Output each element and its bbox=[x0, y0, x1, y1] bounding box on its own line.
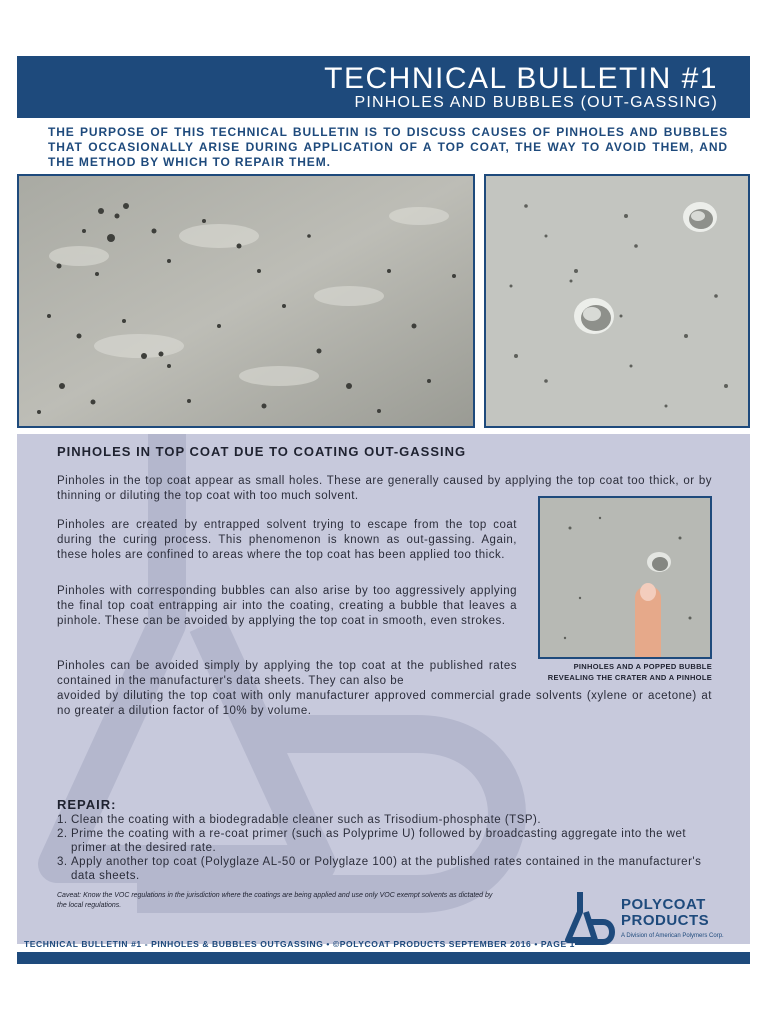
brand-tagline: A Division of American Polymers Corp. bbox=[621, 933, 724, 939]
paragraph-1: Pinholes in the top coat appear as small holes. These are generally caused by applying the top coat too thick, or by thinning or diluting the top coat with too much solvent. bbox=[57, 475, 712, 502]
caveat-note: Caveat: Know the VOC regulations in the jurisdiction where the coatings are being applied and use only VOC exempt solvents as dictated by the local regulations. bbox=[57, 892, 493, 909]
bubbles-photo bbox=[484, 174, 750, 428]
brand-name: POLYCOAT PRODUCTS bbox=[621, 896, 710, 929]
repair-step: 3. Apply another top coat (Polyglaze AL-50 or Polyglaze 100) at the published rates contained in the manufacturer's data sheets. bbox=[57, 856, 702, 882]
photo-caption: PINHOLES AND A POPPED BUBBLE REVEALING THE CRATER AND A PINHOLE bbox=[547, 662, 712, 682]
page-title: TECHNICAL BULLETIN #1 bbox=[324, 62, 718, 95]
page-subtitle: PINHOLES AND BUBBLES (OUT-GASSING) bbox=[354, 94, 718, 111]
pinholes-photo-large bbox=[17, 174, 475, 428]
repair-step: 2. Prime the coating with a re-coat primer (such as Polyprime U) followed by broadcasting aggregate into the wet primer at the desired rate. bbox=[57, 828, 687, 854]
paragraph-4a: Pinholes can be avoided simply by applying the top coat at the published rates contained in the manufacturer's data sheets. They can also be bbox=[57, 660, 517, 687]
footer-text: TECHNICAL BULLETIN #1 - PINHOLES & BUBBLES OUTGASSING • ©POLYCOAT PRODUCTS SEPTEMBER 2016 • PAGE 1 bbox=[24, 939, 576, 949]
header-banner bbox=[17, 56, 750, 118]
finger-bubble-photo bbox=[538, 496, 712, 659]
paragraph-3: Pinholes with corresponding bubbles can also arise by too aggressively applying the final top coat entrapping air into the coating, creating a bubble that leaves a pinhole. These can be avoided by applying the top coat in smooth, even strokes. bbox=[57, 585, 517, 627]
intro-paragraph: THE PURPOSE OF THIS TECHNICAL BULLETIN IS TO DISCUSS CAUSES OF PINHOLES AND BUBBLES THAT OCCASIONALLY ARISE DURING APPLICATION OF A TOP COAT, THE WAY TO AVOID THEM, AND THE METHOD BY WHICH TO REPAIR THEM. bbox=[48, 125, 728, 169]
repair-steps bbox=[57, 813, 712, 883]
footer-bar bbox=[17, 952, 750, 964]
repair-title: REPAIR: bbox=[57, 797, 117, 812]
paragraph-2: Pinholes are created by entrapped solvent trying to escape from the top coat during the curing process. This phenomenon is known as out-gassing. Again, these holes are confined to areas where the top coat has been applied too thick. bbox=[57, 519, 517, 561]
repair-step: 1. Clean the coating with a biodegradable cleaner such as Trisodium-phosphate (TSP). bbox=[57, 814, 542, 826]
section-title: PINHOLES IN TOP COAT DUE TO COATING OUT-GASSING bbox=[57, 444, 467, 459]
paragraph-4b: avoided by diluting the top coat with only manufacturer approved commercial grade solvents (xylene or acetone) at no greater a dilution factor of 10% by volume. bbox=[57, 690, 712, 717]
